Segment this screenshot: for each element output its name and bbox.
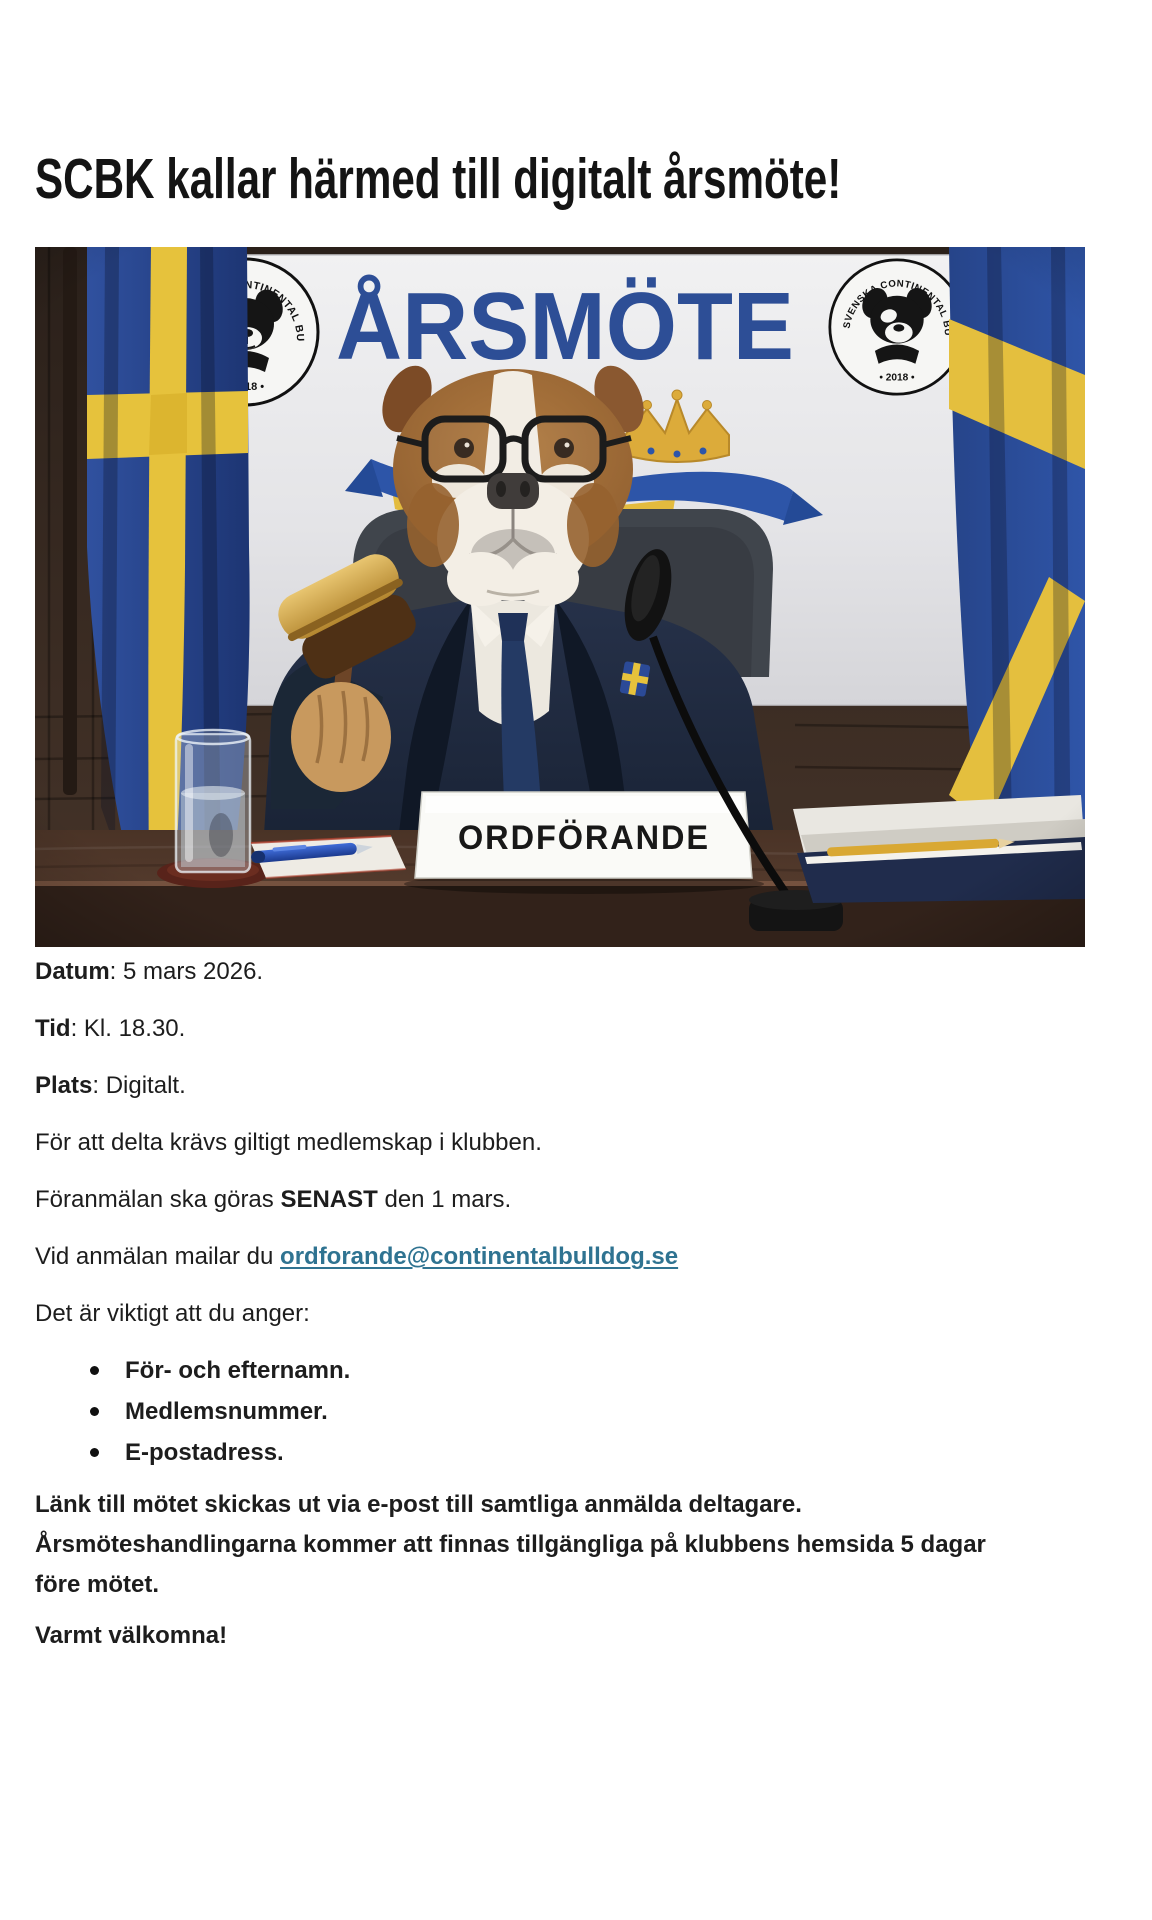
- datum-value: : 5 mars 2026.: [109, 958, 264, 985]
- requirements-list: [35, 1356, 1105, 1467]
- closing-line-1: Länk till mötet skickas ut via e-post till samtliga anmälda deltagare.: [35, 1491, 802, 1518]
- photo-scene: [35, 247, 1085, 947]
- tid-line: [35, 1014, 1105, 1043]
- anmalan-line: [35, 1242, 1105, 1271]
- closing-line-2: Årsmöteshandlingarna kommer att finnas tillgängliga på klubbens hemsida 5 dagar: [35, 1531, 986, 1558]
- tid-value: : Kl. 18.30.: [70, 1015, 186, 1042]
- foranmalan-senast: SENAST: [280, 1186, 378, 1213]
- page-title: SCBK kallar härmed till digitalt årsmöte!: [35, 147, 842, 211]
- datum-line: [35, 957, 1105, 986]
- list-item: Medlemsnummer.: [90, 1397, 1105, 1426]
- plats-label: Plats: [35, 1072, 93, 1099]
- foranmalan-line: [35, 1185, 1105, 1214]
- anmalan-pre: Vid anmälan mailar du: [35, 1243, 281, 1270]
- plats-line: [35, 1071, 1105, 1100]
- plats-value: : Digitalt.: [92, 1072, 186, 1099]
- tid-label: Tid: [35, 1015, 71, 1042]
- foranmalan-post: den 1 mars.: [377, 1186, 512, 1213]
- closing-paragraph: [35, 1485, 1105, 1605]
- foranmalan-pre: Föranmälan ska göras: [35, 1186, 281, 1213]
- announcement-body: [35, 947, 1105, 1650]
- list-item: För- och efternamn.: [90, 1356, 1105, 1385]
- datum-label: Datum: [35, 958, 110, 985]
- list-item: E-postadress.: [90, 1438, 1105, 1467]
- closing-line-3: före mötet.: [35, 1571, 160, 1598]
- vignette: [35, 247, 1085, 947]
- valkomna-line: Varmt välkomna!: [35, 1622, 228, 1649]
- email-link[interactable]: ordforande@continentalbulldog.se: [280, 1243, 679, 1270]
- announcement-photo: [35, 247, 1085, 947]
- viktigt-line: Det är viktigt att du anger:: [35, 1300, 310, 1327]
- medlemskap-line: För att delta krävs giltigt medlemskap i klubben.: [35, 1129, 542, 1156]
